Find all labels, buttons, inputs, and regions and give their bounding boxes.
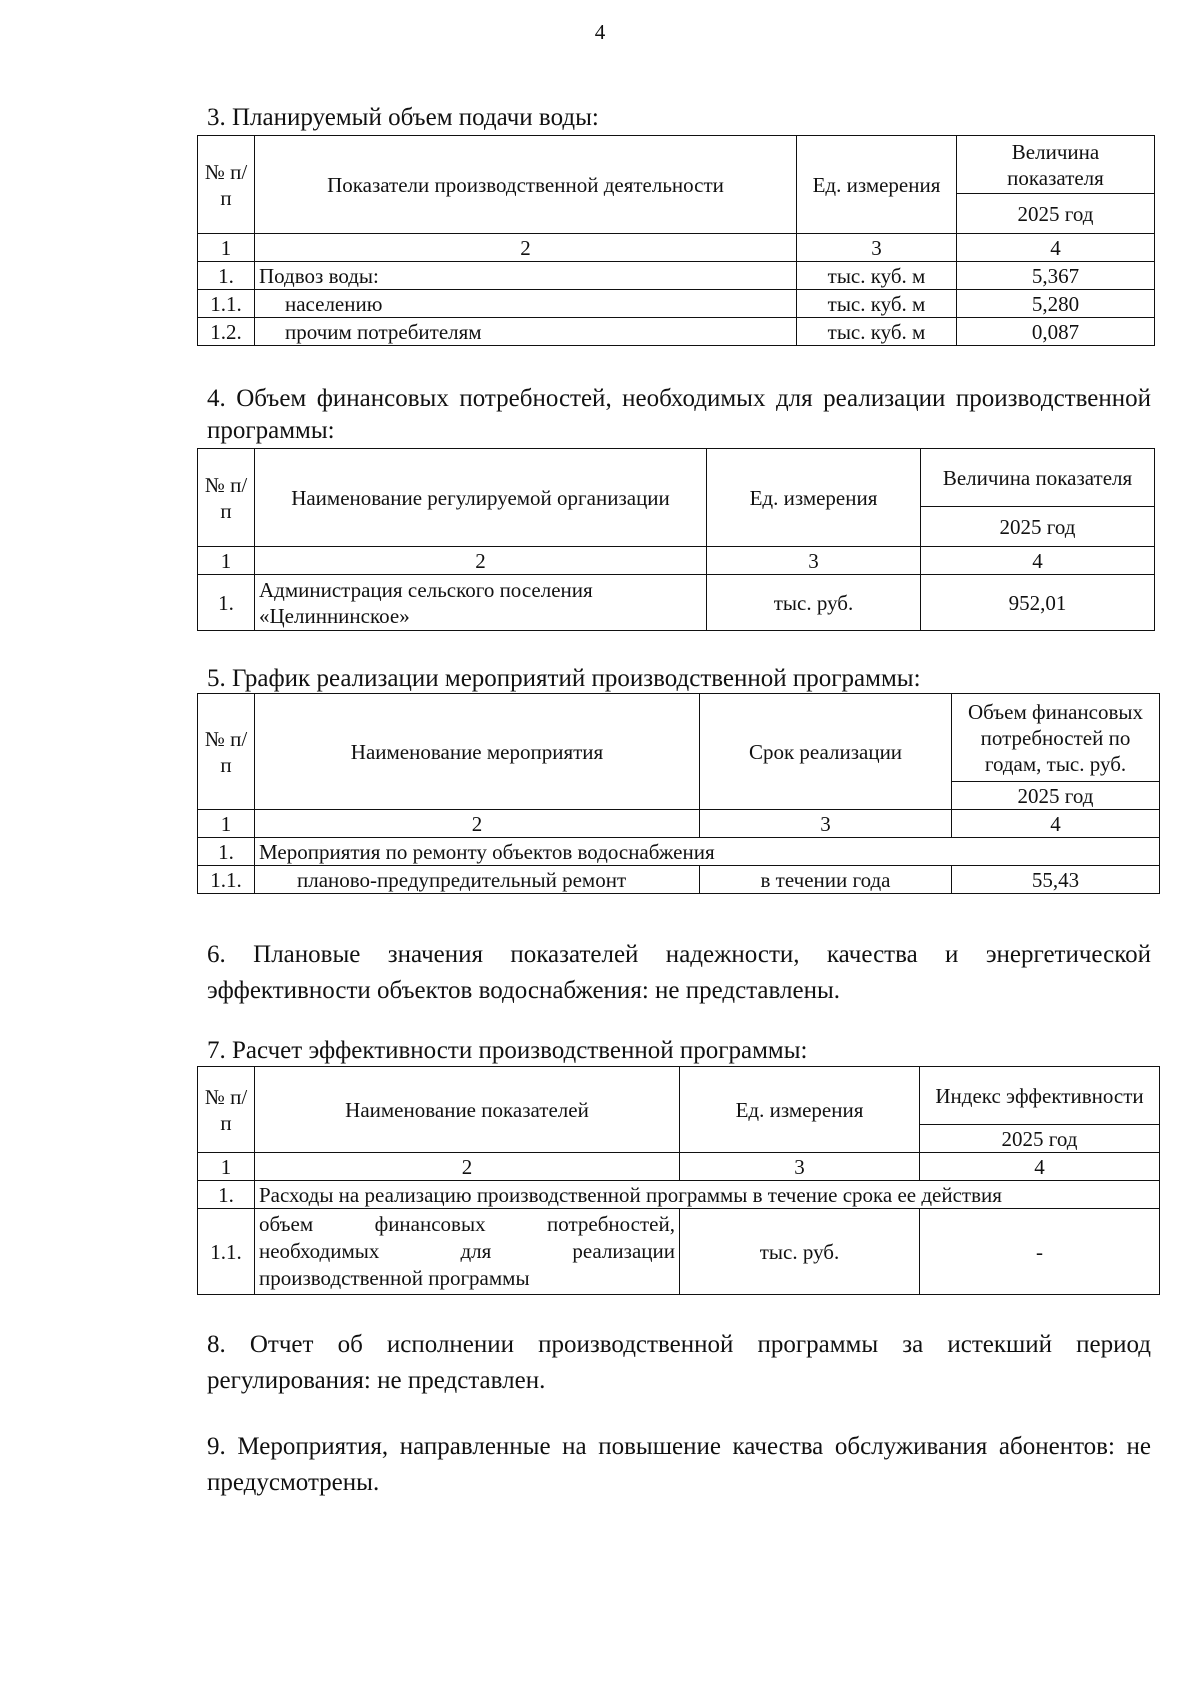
row-unit: тыс. куб. м bbox=[797, 262, 957, 290]
section7-colnum-1: 1 bbox=[198, 1153, 255, 1181]
section4-colnum-3: 3 bbox=[707, 547, 921, 575]
row-unit: тыс. руб. bbox=[707, 575, 921, 631]
page-number: 4 bbox=[594, 20, 606, 44]
row-value: 0,087 bbox=[957, 318, 1155, 346]
row-name-line2: «Целиннинское» bbox=[259, 603, 410, 628]
section4-colnum-1: 1 bbox=[198, 547, 255, 575]
section3-heading: 3. Планируемый объем подачи воды: bbox=[207, 104, 599, 131]
section5-header-volume: Объем финансовых потребностей по годам, тыс. руб. bbox=[952, 694, 1160, 782]
row-num: 1.1. bbox=[198, 1209, 255, 1295]
row-num: 1. bbox=[198, 262, 255, 290]
section7-table bbox=[197, 1066, 1160, 1295]
row-unit: тыс. куб. м bbox=[797, 290, 957, 318]
section4-header-value: Величина показателя bbox=[921, 449, 1155, 507]
section4-table bbox=[197, 448, 1155, 631]
section3-colnum-3: 3 bbox=[797, 234, 957, 262]
section5-header-event: Наименование мероприятия bbox=[255, 694, 700, 810]
section4-header-org: Наименование регулируемой организации bbox=[255, 449, 707, 547]
section7-header-unit: Ед. измерения bbox=[680, 1067, 920, 1153]
section5-table bbox=[197, 693, 1160, 894]
section5-header-year: 2025 год bbox=[952, 782, 1160, 810]
row-num: 1. bbox=[198, 838, 255, 866]
row-name-line2: необходимых для реализации bbox=[259, 1239, 675, 1263]
section3-header-value: Величина показателя bbox=[957, 136, 1155, 194]
row-unit: тыс. руб. bbox=[680, 1209, 920, 1295]
row-name: Мероприятия по ремонту объектов водоснабжения bbox=[255, 838, 1160, 866]
section4-colnum-4: 4 bbox=[921, 547, 1155, 575]
row-term: в течении года bbox=[700, 866, 952, 894]
section7-header-index: Индекс эффективности bbox=[920, 1067, 1160, 1125]
section3-colnum-2: 2 bbox=[255, 234, 797, 262]
section6-text: 6. Плановые значения показателей надежности, качества и энергетической эффективности объектов водоснабжения: не представлены. bbox=[207, 941, 1151, 1004]
table-row bbox=[198, 290, 1155, 318]
table-row bbox=[198, 838, 1160, 866]
row-value: 55,43 bbox=[952, 866, 1160, 894]
section7-header-year: 2025 год bbox=[920, 1125, 1160, 1153]
section5-colnum-4: 4 bbox=[952, 810, 1160, 838]
row-value: 5,280 bbox=[957, 290, 1155, 318]
section3-header-year: 2025 год bbox=[957, 194, 1155, 234]
section4-heading: 4. Объем финансовых потребностей, необходимых для реализации производственной программы: bbox=[207, 385, 1151, 444]
row-num: 1.1. bbox=[198, 290, 255, 318]
section7-header-num: № п/п bbox=[198, 1067, 255, 1153]
section3-header-num: № п/п bbox=[198, 136, 255, 234]
section4-header-year: 2025 год bbox=[921, 507, 1155, 547]
table-row bbox=[198, 1209, 1160, 1295]
row-num: 1. bbox=[198, 575, 255, 631]
row-name: населению bbox=[255, 290, 797, 318]
section7-heading: 7. Расчет эффективности производственной программы: bbox=[207, 1037, 808, 1064]
section5-header-num: № п/п bbox=[198, 694, 255, 810]
section3-colnum-4: 4 bbox=[957, 234, 1155, 262]
section7-colnum-3: 3 bbox=[680, 1153, 920, 1181]
section4-colnum-2: 2 bbox=[255, 547, 707, 575]
section7-colnum-4: 4 bbox=[920, 1153, 1160, 1181]
table-row bbox=[198, 1181, 1160, 1209]
section5-colnum-2: 2 bbox=[255, 810, 700, 838]
section3-table bbox=[197, 135, 1155, 346]
section5-colnum-1: 1 bbox=[198, 810, 255, 838]
row-name-line1: объем финансовых потребностей, bbox=[259, 1212, 675, 1236]
row-name-line3: производственной программы bbox=[259, 1266, 530, 1290]
table-row bbox=[198, 262, 1155, 290]
section5-header-term: Срок реализации bbox=[700, 694, 952, 810]
table-row bbox=[198, 866, 1160, 894]
section3-header-indicator: Показатели производственной деятельности bbox=[255, 136, 797, 234]
section4-header-num: № п/п bbox=[198, 449, 255, 547]
table-row bbox=[198, 575, 1155, 631]
row-num: 1. bbox=[198, 1181, 255, 1209]
row-name: прочим потребителям bbox=[255, 318, 797, 346]
section9-text: 9. Мероприятия, направленные на повышение качества обслуживания абонентов: не предусмотрены. bbox=[207, 1433, 1151, 1496]
row-num: 1.1. bbox=[198, 866, 255, 894]
section7-header-indicator: Наименование показателей bbox=[255, 1067, 680, 1153]
section3-header-unit: Ед. измерения bbox=[797, 136, 957, 234]
row-name: Подвоз воды: bbox=[255, 262, 797, 290]
row-name bbox=[255, 575, 707, 631]
section3-colnum-1: 1 bbox=[198, 234, 255, 262]
row-value: 5,367 bbox=[957, 262, 1155, 290]
table-row bbox=[198, 318, 1155, 346]
section7-colnum-2: 2 bbox=[255, 1153, 680, 1181]
row-name: Расходы на реализацию производственной программы в течение срока ее действия bbox=[255, 1181, 1160, 1209]
section4-header-unit: Ед. измерения bbox=[707, 449, 921, 547]
row-value: - bbox=[920, 1209, 1160, 1295]
row-name bbox=[255, 1209, 680, 1295]
row-name: планово-предупредительный ремонт bbox=[255, 866, 700, 894]
section5-heading: 5. График реализации мероприятий производственной программы: bbox=[207, 665, 921, 692]
row-unit: тыс. куб. м bbox=[797, 318, 957, 346]
row-name-line1: Администрация сельского поселения bbox=[259, 577, 593, 602]
row-num: 1.2. bbox=[198, 318, 255, 346]
row-value: 952,01 bbox=[921, 575, 1155, 631]
section8-text: 8. Отчет об исполнении производственной программы за истекший период регулирования: не представлен. bbox=[207, 1331, 1151, 1394]
section5-colnum-3: 3 bbox=[700, 810, 952, 838]
